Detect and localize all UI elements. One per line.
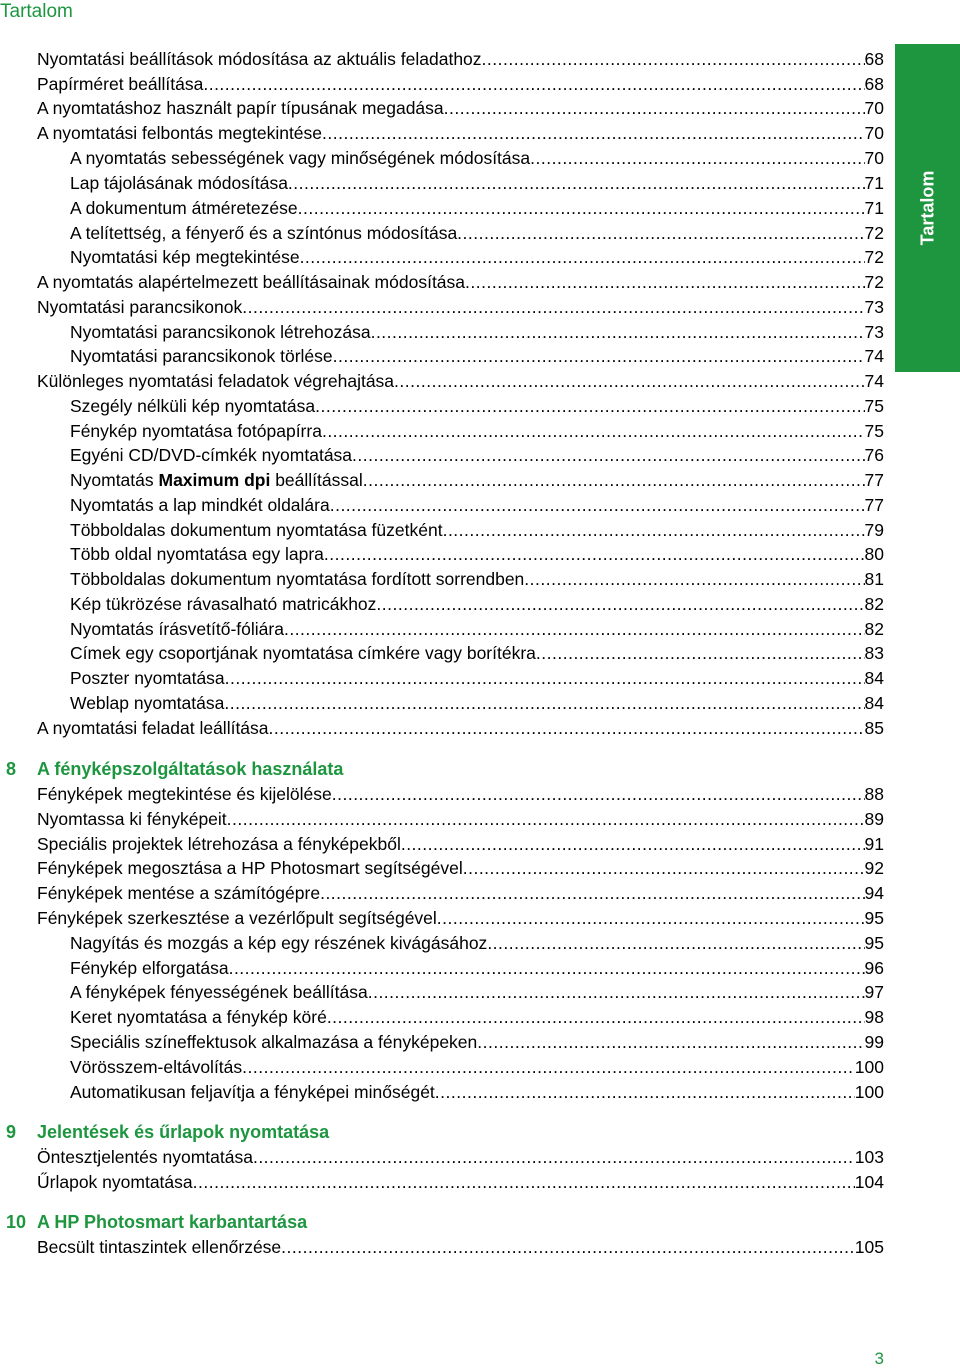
toc-entry[interactable] bbox=[70, 542, 884, 566]
chapter-heading[interactable] bbox=[0, 1209, 884, 1235]
toc-entry-page: 71 bbox=[864, 198, 884, 218]
toc-entry-page: 82 bbox=[864, 594, 884, 614]
toc-leader-dots bbox=[324, 542, 865, 566]
toc-entry[interactable] bbox=[70, 691, 884, 715]
toc-entry-title: A nyomtatáshoz használt papír típusának megadása bbox=[37, 98, 444, 118]
toc-entry-page: 72 bbox=[864, 223, 884, 243]
toc-entry-title: Nyomtatási beállítások módosítása az aktuális feladathoz bbox=[37, 49, 482, 69]
toc-leader-dots bbox=[444, 96, 865, 120]
toc-entry-page: 95 bbox=[864, 933, 884, 953]
toc-entry[interactable] bbox=[37, 1170, 884, 1194]
toc-entry-page: 76 bbox=[864, 445, 884, 465]
toc-entry-page: 74 bbox=[864, 371, 884, 391]
toc-entry-title: Weblap nyomtatása bbox=[70, 693, 225, 713]
toc-entry[interactable] bbox=[70, 567, 884, 591]
toc-leader-dots bbox=[281, 1235, 855, 1259]
toc-leader-dots bbox=[394, 369, 864, 393]
toc-entry-page: 103 bbox=[854, 1147, 884, 1167]
toc-entry[interactable] bbox=[70, 196, 884, 220]
toc-entry[interactable] bbox=[70, 518, 884, 542]
chapter-title: A HP Photosmart karbantartása bbox=[37, 1212, 308, 1232]
toc-entry[interactable] bbox=[37, 856, 884, 880]
toc-entry-page: 100 bbox=[854, 1082, 884, 1102]
toc-leader-dots bbox=[333, 344, 865, 368]
toc-entry-title: Speciális projektek létrehozása a fényképekből bbox=[37, 834, 401, 854]
toc-entry-page: 72 bbox=[864, 247, 884, 267]
toc-entry-title: Automatikusan feljavítja a fényképei minőségét bbox=[70, 1082, 435, 1102]
toc-entry-page: 91 bbox=[864, 834, 884, 854]
toc-entry-title: Poszter nyomtatása bbox=[70, 668, 225, 688]
toc-entry-page: 83 bbox=[864, 643, 884, 663]
toc-leader-dots bbox=[437, 906, 865, 930]
toc-leader-dots bbox=[363, 468, 865, 492]
toc-entry-title: Fényképek megosztása a HP Photosmart segítségével bbox=[37, 858, 463, 878]
toc-leader-dots bbox=[457, 221, 864, 245]
toc-entry-title: Öntesztjelentés nyomtatása bbox=[37, 1147, 253, 1167]
toc-entry-title: A dokumentum átméretezése bbox=[70, 198, 298, 218]
toc-leader-dots bbox=[536, 641, 865, 665]
toc-leader-dots bbox=[477, 1030, 864, 1054]
toc-entry-page: 82 bbox=[864, 619, 884, 639]
toc-entry-title: Becsült tintaszintek ellenőrzése bbox=[37, 1237, 282, 1257]
toc-leader-dots bbox=[288, 171, 865, 195]
toc-entry-title: Keret nyomtatása a fénykép köré bbox=[70, 1007, 327, 1027]
toc-leader-dots bbox=[332, 782, 865, 806]
chapter-title: A fényképszolgáltatások használata bbox=[37, 759, 344, 779]
toc-entry-page: 88 bbox=[864, 784, 884, 804]
toc-entry-title: Fénykép elforgatása bbox=[70, 958, 229, 978]
toc-entry-title: Címek egy csoportjának nyomtatása címkére vagy borítékra bbox=[70, 643, 536, 663]
toc-entry[interactable] bbox=[70, 666, 884, 690]
toc-leader-dots bbox=[482, 47, 865, 71]
toc-entry-title: Nyomtatási kép megtekintése bbox=[70, 247, 300, 267]
toc-leader-dots bbox=[227, 807, 865, 831]
toc-entry-page: 104 bbox=[854, 1172, 884, 1192]
toc-entry-title: A nyomtatás alapértelmezett beállításainak módosítása bbox=[37, 272, 466, 292]
toc-entry-page: 72 bbox=[864, 272, 884, 292]
toc-entry-title: Fényképek mentése a számítógépre bbox=[37, 883, 321, 903]
toc-entry-title: Nyomtassa ki fényképeit bbox=[37, 809, 227, 829]
toc-entry-page: 68 bbox=[864, 49, 884, 69]
toc-entry[interactable] bbox=[37, 782, 884, 806]
toc-entry-page: 95 bbox=[864, 908, 884, 928]
toc-entry-page: 96 bbox=[864, 958, 884, 978]
chapter-number: 10 bbox=[6, 1212, 27, 1232]
chapter-heading[interactable] bbox=[0, 1119, 884, 1145]
toc-entry-page: 94 bbox=[864, 883, 884, 903]
toc-entry[interactable] bbox=[37, 295, 884, 319]
toc-entry[interactable] bbox=[37, 1235, 884, 1259]
toc-entry[interactable] bbox=[70, 592, 884, 616]
toc-leader-dots bbox=[352, 443, 864, 467]
side-tab bbox=[895, 44, 960, 372]
toc-entry[interactable] bbox=[70, 956, 884, 980]
toc-entry[interactable] bbox=[70, 980, 884, 1004]
toc-entry-page: 84 bbox=[864, 693, 884, 713]
toc-entry-page: 99 bbox=[864, 1032, 884, 1052]
toc-entry-page: 79 bbox=[864, 520, 884, 540]
toc-entry-title: A fényképek fényességének beállítása bbox=[70, 982, 368, 1002]
toc-entry[interactable] bbox=[37, 906, 884, 930]
toc-entry-title: Különleges nyomtatási feladatok végrehajtása bbox=[37, 371, 395, 391]
toc-leader-dots bbox=[435, 1080, 855, 1104]
toc-leader-dots bbox=[225, 666, 865, 690]
toc-entry-page: 75 bbox=[864, 421, 884, 441]
toc-leader-dots bbox=[530, 146, 864, 170]
toc-entry[interactable] bbox=[70, 320, 884, 344]
toc-entry-title: Többoldalas dokumentum nyomtatása füzetként bbox=[70, 520, 443, 540]
toc-entry-page: 77 bbox=[864, 470, 884, 490]
toc-entry-page: 71 bbox=[864, 173, 884, 193]
toc-entry-title: Szegély nélküli kép nyomtatása bbox=[70, 396, 316, 416]
toc-entry[interactable] bbox=[37, 270, 884, 294]
toc-entry-title: Nyomtatás a lap mindkét oldalára bbox=[70, 495, 330, 515]
chapter-heading[interactable] bbox=[0, 756, 884, 782]
toc-entry[interactable] bbox=[70, 394, 884, 418]
toc-entry-title: Fénykép nyomtatása fotópapírra bbox=[70, 421, 322, 441]
toc-leader-dots bbox=[487, 931, 864, 955]
toc-entry-title: Speciális színeffektusok alkalmazása a fényképeken bbox=[70, 1032, 478, 1052]
toc-entry-page: 74 bbox=[864, 346, 884, 366]
side-tab-label: Tartalom bbox=[917, 170, 937, 246]
toc-entry-title: Papírméret beállítása bbox=[37, 74, 204, 94]
toc-entry[interactable] bbox=[70, 641, 884, 665]
toc-entry[interactable] bbox=[70, 344, 884, 368]
toc-entry-title: Kép tükrözése rávasalható matricákhoz bbox=[70, 594, 377, 614]
toc-entry-title: A nyomtatási feladat leállítása bbox=[37, 718, 269, 738]
toc-leader-dots bbox=[371, 320, 865, 344]
toc-entry[interactable] bbox=[37, 716, 884, 740]
toc-leader-dots bbox=[242, 295, 864, 319]
toc-entry-title: Lap tájolásának módosítása bbox=[70, 173, 288, 193]
toc-entry-page: 70 bbox=[864, 123, 884, 143]
toc-entry[interactable] bbox=[70, 1030, 884, 1054]
toc-leader-dots bbox=[229, 956, 865, 980]
chapter-number: 8 bbox=[6, 759, 17, 779]
toc-leader-dots bbox=[203, 72, 864, 96]
toc-entry[interactable] bbox=[37, 369, 884, 393]
toc-entry[interactable] bbox=[70, 443, 884, 467]
toc-entry-page: 73 bbox=[864, 322, 884, 342]
toc-leader-dots bbox=[443, 518, 865, 542]
page-header-title: Tartalom bbox=[0, 1, 73, 22]
toc-entry-page: 75 bbox=[864, 396, 884, 416]
toc-leader-dots bbox=[253, 1145, 855, 1169]
toc-entry-page: 97 bbox=[864, 982, 884, 1002]
toc-leader-dots bbox=[193, 1170, 855, 1194]
toc-leader-dots bbox=[327, 1005, 865, 1029]
toc-entry-page: 85 bbox=[864, 718, 884, 738]
toc-entry-title: Fényképek szerkesztése a vezérlőpult segítségével bbox=[37, 908, 437, 928]
chapter-number: 9 bbox=[6, 1122, 17, 1142]
toc-entry-title: Nyomtatási parancsikonok bbox=[37, 297, 243, 317]
toc-leader-dots bbox=[315, 394, 864, 418]
toc-leader-dots bbox=[298, 196, 865, 220]
toc-entry[interactable] bbox=[37, 72, 884, 96]
toc-entry[interactable] bbox=[70, 468, 884, 492]
toc-leader-dots bbox=[322, 121, 865, 145]
toc-leader-dots bbox=[368, 980, 865, 1004]
toc-entry[interactable] bbox=[70, 617, 884, 641]
toc-entry-page: 100 bbox=[854, 1057, 884, 1077]
toc-entry-page: 84 bbox=[864, 668, 884, 688]
toc-entry-page: 77 bbox=[864, 495, 884, 515]
toc-entry-title: Vörösszem-eltávolítás bbox=[70, 1057, 243, 1077]
toc-entry[interactable] bbox=[37, 881, 884, 905]
toc-entry-title: Egyéni CD/DVD-címkék nyomtatása bbox=[70, 445, 353, 465]
toc-entry-title: A nyomtatás sebességének vagy minőségének módosítása bbox=[70, 148, 531, 168]
toc-leader-dots bbox=[463, 856, 865, 880]
toc-entry[interactable] bbox=[70, 146, 884, 170]
toc-entry-page: 81 bbox=[864, 569, 884, 589]
toc-entry[interactable] bbox=[37, 1145, 884, 1169]
toc-entry-page: 89 bbox=[864, 809, 884, 829]
toc-entry-page: 80 bbox=[864, 544, 884, 564]
toc-entry[interactable] bbox=[37, 96, 884, 120]
toc-leader-dots bbox=[300, 245, 865, 269]
toc-leader-dots bbox=[284, 617, 865, 641]
toc-entry-title: Nyomtatás írásvetítő-fóliára bbox=[70, 619, 284, 639]
toc-entry[interactable] bbox=[70, 1080, 884, 1104]
toc-entry[interactable] bbox=[37, 47, 884, 71]
chapter-title: Jelentések és űrlapok nyomtatása bbox=[37, 1122, 330, 1142]
toc-entry-title: A telítettség, a fényerő és a színtónus módosítása bbox=[70, 223, 458, 243]
toc-leader-dots bbox=[269, 716, 865, 740]
toc-entry[interactable] bbox=[70, 931, 884, 955]
toc-entry-title: Nyomtatási parancsikonok létrehozása bbox=[70, 322, 371, 342]
toc-entry-title: Több oldal nyomtatása egy lapra bbox=[70, 544, 324, 564]
toc-leader-dots bbox=[465, 270, 865, 294]
toc-leader-dots bbox=[401, 832, 865, 856]
toc-entry-title: Űrlapok nyomtatása bbox=[37, 1172, 193, 1192]
toc-entry[interactable] bbox=[37, 121, 884, 145]
toc-leader-dots bbox=[242, 1055, 855, 1079]
toc-entry-page: 70 bbox=[864, 148, 884, 168]
toc-entry-page: 98 bbox=[864, 1007, 884, 1027]
toc-entry[interactable] bbox=[37, 807, 884, 831]
toc-entry-title: A nyomtatási felbontás megtekintése bbox=[37, 123, 323, 143]
toc-entry-page: 70 bbox=[864, 98, 884, 118]
toc-entry[interactable] bbox=[70, 1005, 884, 1029]
toc-leader-dots bbox=[322, 419, 865, 443]
toc-entry[interactable] bbox=[70, 1055, 884, 1079]
toc-entry[interactable] bbox=[37, 832, 884, 856]
toc-leader-dots bbox=[320, 881, 864, 905]
toc-entry[interactable] bbox=[70, 171, 884, 195]
toc-entry[interactable] bbox=[70, 419, 884, 443]
toc-entry-page: 92 bbox=[864, 858, 884, 878]
toc-entry[interactable] bbox=[70, 221, 884, 245]
toc-entry-title: Többoldalas dokumentum nyomtatása fordított sorrendben bbox=[70, 569, 525, 589]
toc-entry-title: Nyomtatás Maximum dpi beállítással bbox=[70, 470, 363, 490]
toc-entry-title: Fényképek megtekintése és kijelölése bbox=[37, 784, 332, 804]
toc-entry-title: Nyomtatási parancsikonok törlése bbox=[70, 346, 333, 366]
toc-entry[interactable] bbox=[70, 245, 884, 269]
toc-entry-page: 68 bbox=[864, 74, 884, 94]
toc-leader-dots bbox=[224, 691, 864, 715]
toc-leader-dots bbox=[330, 493, 865, 517]
page-number: 3 bbox=[874, 1349, 884, 1368]
toc-leader-dots bbox=[524, 567, 864, 591]
toc-entry-page: 73 bbox=[864, 297, 884, 317]
toc-entry[interactable] bbox=[70, 493, 884, 517]
toc-entry-page: 105 bbox=[854, 1237, 884, 1257]
toc-entry-title: Nagyítás és mozgás a kép egy részének kivágásához bbox=[70, 933, 488, 953]
toc-leader-dots bbox=[376, 592, 864, 616]
